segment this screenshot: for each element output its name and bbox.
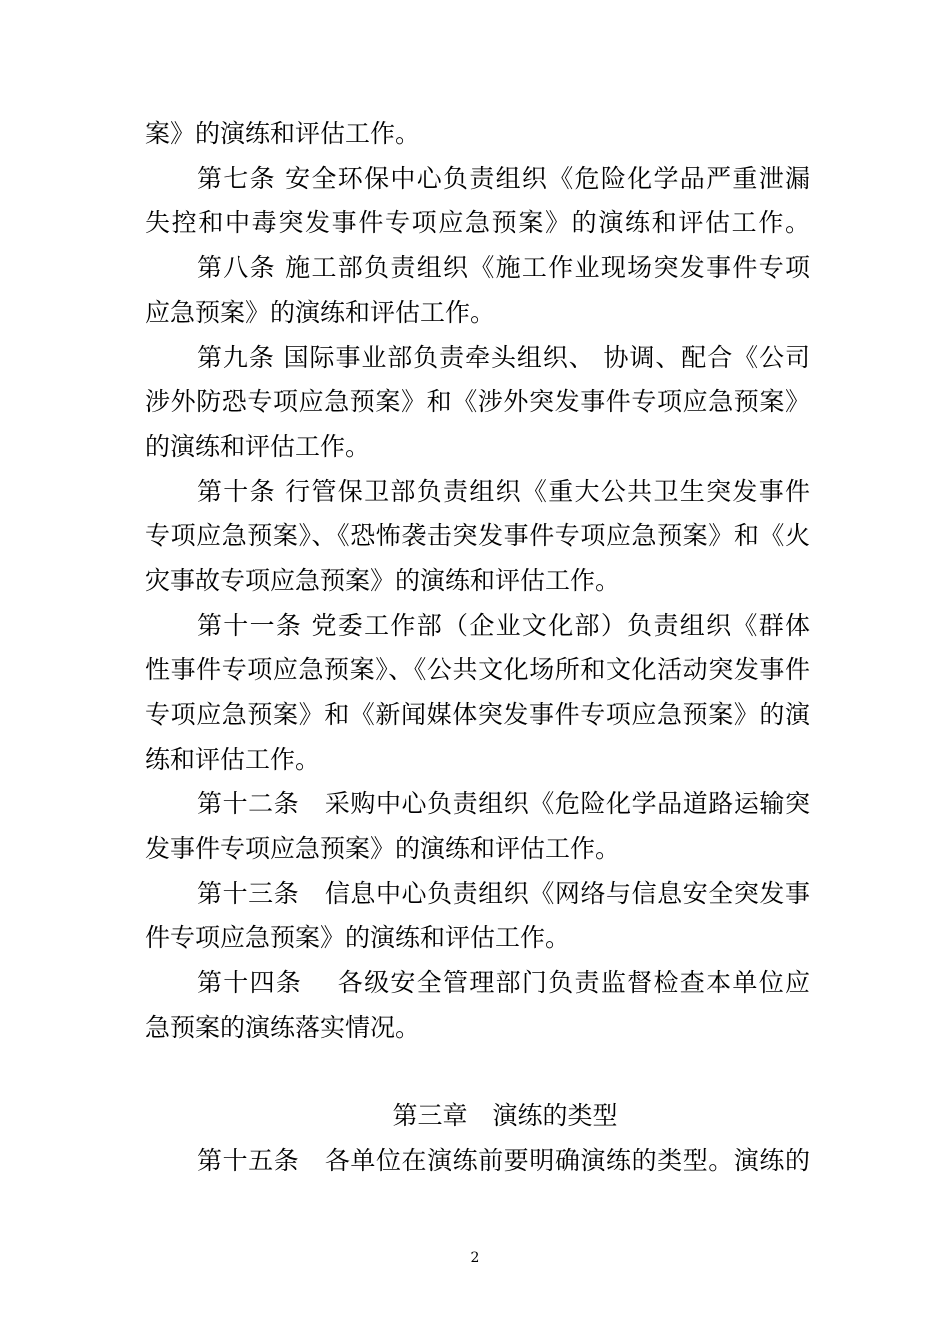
article-9-line-3: 的演练和评估工作。	[145, 432, 371, 461]
article-7-line-1: 第七条 安全环保中心负责组织《危险化学品严重泄漏	[197, 164, 810, 193]
article-14-line-2: 急预案的演练落实情况。	[145, 1013, 421, 1042]
article-15-line-1: 第十五条 各单位在演练前要明确演练的类型。演练的	[197, 1146, 810, 1175]
article-13-line-2: 件专项应急预案》的演练和评估工作。	[145, 923, 571, 952]
article-7-line-2: 失控和中毒突发事件专项应急预案》的演练和评估工作。	[145, 208, 810, 237]
text-line: 案》的演练和评估工作。	[145, 119, 421, 148]
article-11-line-2: 性事件专项应急预案》、《公共文化场所和文化活动突发事件	[145, 655, 810, 684]
article-10-line-1: 第十条 行管保卫部负责组织《重大公共卫生突发事件	[197, 477, 810, 506]
article-13-line-1: 第十三条 信息中心负责组织《网络与信息安全突发事	[197, 879, 810, 908]
article-14-line-1: 第十四条 各级安全管理部门负责监督检查本单位应	[197, 968, 810, 997]
chapter-heading: 第三章 演练的类型	[392, 1101, 618, 1130]
article-10-line-3: 灾事故专项应急预案》的演练和评估工作。	[145, 566, 621, 595]
article-8-line-1: 第八条 施工部负责组织《施工作业现场突发事件专项	[197, 253, 810, 282]
article-9-line-1: 第九条 国际事业部负责牵头组织、 协调、配合《公司	[197, 343, 810, 372]
article-11-line-3: 专项应急预案》和《新闻媒体突发事件专项应急预案》的演	[145, 700, 810, 729]
article-8-line-2: 应急预案》的演练和评估工作。	[145, 298, 496, 327]
article-10-line-2: 专项应急预案》、《恐怖袭击突发事件专项应急预案》和《火	[145, 521, 810, 550]
article-12-line-2: 发事件专项应急预案》的演练和评估工作。	[145, 834, 621, 863]
page-number: 2	[470, 1250, 480, 1266]
article-11-line-1: 第十一条 党委工作部（企业文化部）负责组织《群体	[197, 611, 810, 640]
article-12-line-1: 第十二条 采购中心负责组织《危险化学品道路运输突	[197, 789, 810, 818]
article-9-line-2: 涉外防恐专项应急预案》和《涉外突发事件专项应急预案》	[145, 387, 810, 416]
article-11-line-4: 练和评估工作。	[145, 745, 321, 774]
